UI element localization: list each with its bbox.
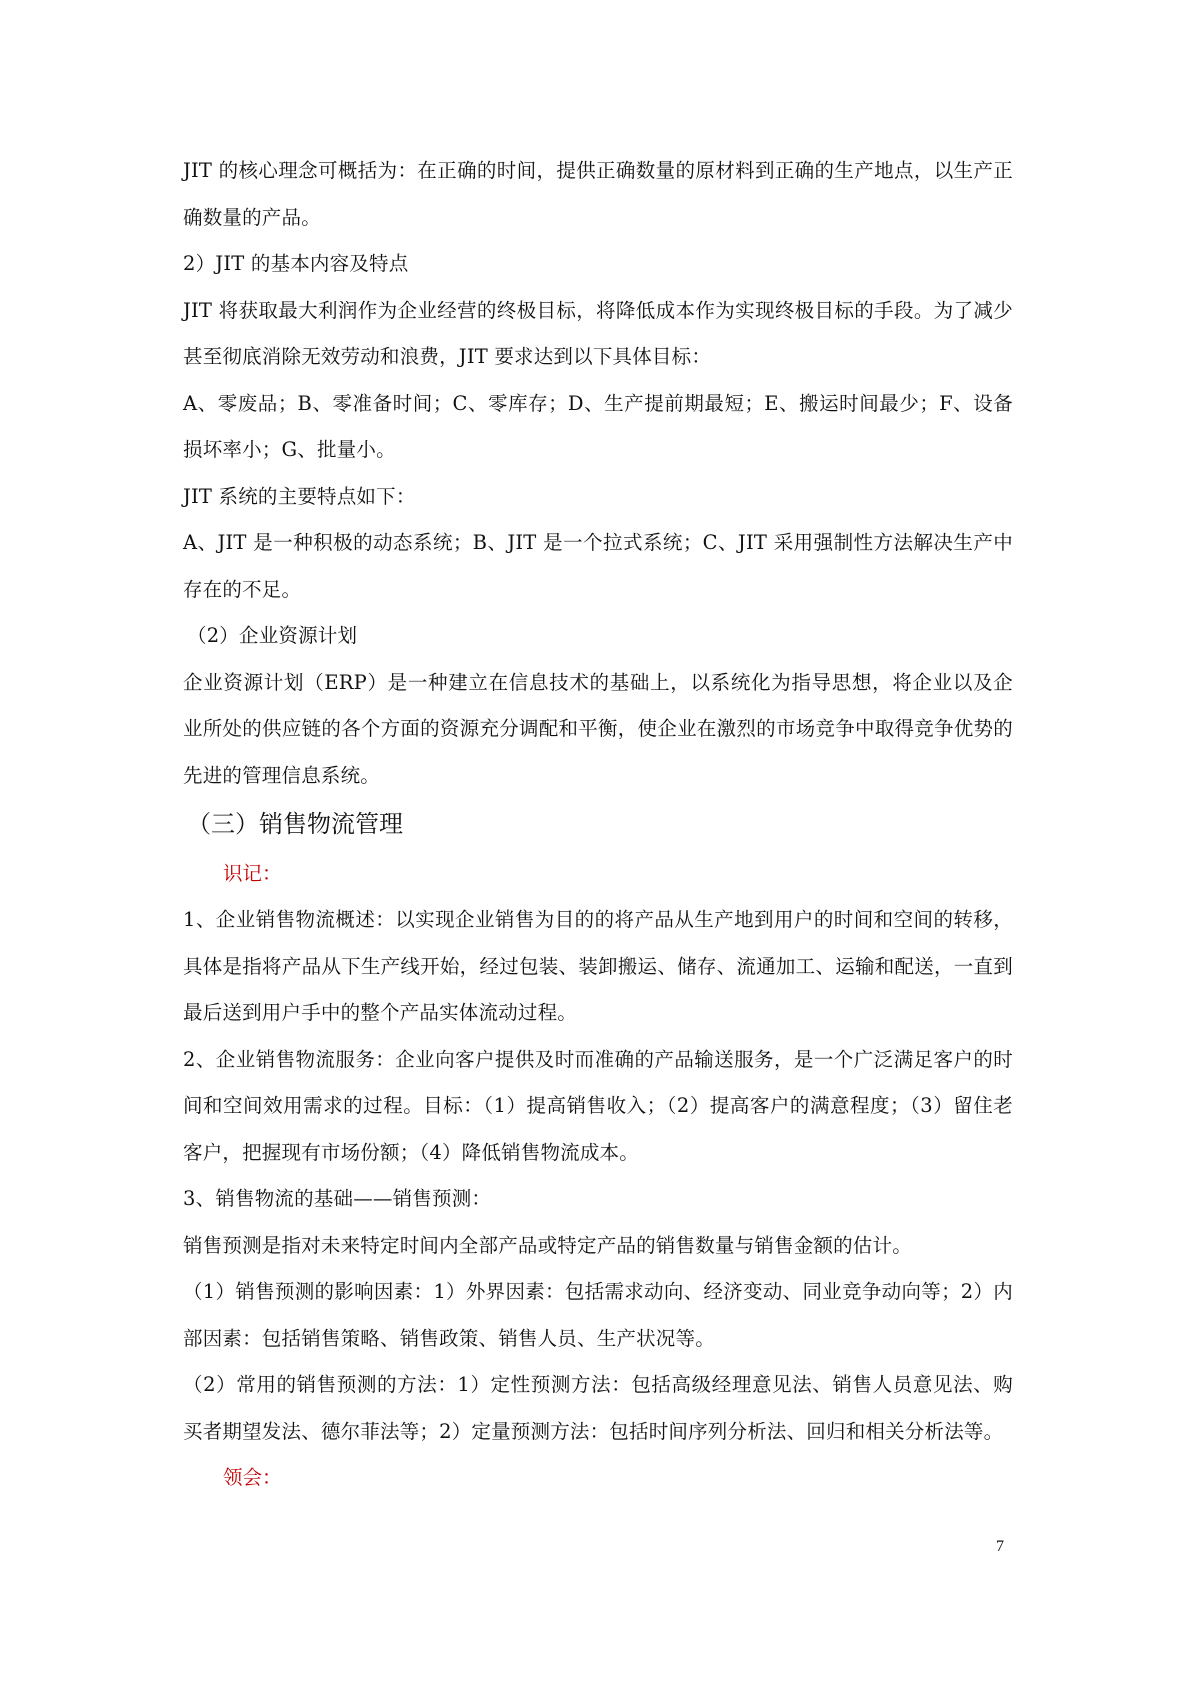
paragraph-jit-features-intro: JIT 系统的主要特点如下： bbox=[183, 484, 416, 508]
paragraph-jit-targets: A、零废品；B、零准备时间；C、零库存；D、生产提前期最短；E、搬运时间最少；F、设备损坏率小；G、批量小。 bbox=[183, 391, 1013, 461]
paragraph-jit-heading: 2）JIT 的基本内容及特点 bbox=[183, 252, 409, 275]
paragraph-erp-heading: （2）企业资源计划 bbox=[187, 624, 358, 647]
paragraph-jit-core: JIT 的核心理念可概括为：在正确的时间，提供正确数量的原材料到正确的生产地点，以生产正确数量的产品。 bbox=[183, 159, 1013, 229]
paragraph-sales-service: 2、企业销售物流服务：企业向客户提供及时而准确的产品输送服务，是一个广泛满足客户的时间和空间效用需求的过程。目标：（1）提高销售收入；（2）提高客户的满意程度；（3）留住老客户，把握现有市场份额；（4）降低销售物流成本。 bbox=[183, 1047, 1013, 1164]
paragraph-jit-features: A、JIT 是一种积极的动态系统；B、JIT 是一个拉式系统；C、JIT 采用强制性方法解决生产中存在的不足。 bbox=[183, 531, 1013, 601]
label-understand: 领会： bbox=[223, 1466, 282, 1489]
paragraph-sales-forecast-heading: 3、销售物流的基础——销售预测： bbox=[183, 1187, 492, 1210]
label-remember: 识记： bbox=[223, 862, 282, 885]
page-content bbox=[183, 148, 1013, 1501]
paragraph-erp-definition: 企业资源计划（ERP）是一种建立在信息技术的基础上，以系统化为指导思想，将企业以及企业所处的供应链的各个方面的资源充分调配和平衡，使企业在激烈的市场竞争中取得竞争优势的先进的管理信息系统。 bbox=[183, 670, 1013, 787]
paragraph-jit-goal: JIT 将获取最大利润作为企业经营的终极目标，将降低成本作为实现终极目标的手段。为了减少甚至彻底消除无效劳动和浪费，JIT 要求达到以下具体目标： bbox=[183, 298, 1013, 368]
paragraph-sales-overview: 1、企业销售物流概述：以实现企业销售为目的的将产品从生产地到用户的时间和空间的转移，具体是指将产品从下生产线开始，经过包装、装卸搬运、储存、流通加工、运输和配送，一直到最后送到用户手中的整个产品实体流动过程。 bbox=[183, 908, 1013, 1024]
section-heading-sales-logistics: （三）销售物流管理 bbox=[187, 810, 403, 838]
paragraph-forecast-factors: （1）销售预测的影响因素：1）外界因素：包括需求动向、经济变动、同业竞争动向等；2）内部因素：包括销售策略、销售政策、销售人员、生产状况等。 bbox=[183, 1280, 1013, 1350]
page-number: 7 bbox=[996, 1538, 1004, 1555]
paragraph-forecast-methods: （2）常用的销售预测的方法：1）定性预测方法：包括高级经理意见法、销售人员意见法、购买者期望发法、德尔菲法等；2）定量预测方法：包括时间序列分析法、回归和相关分析法等。 bbox=[183, 1373, 1013, 1443]
paragraph-sales-forecast-definition: 销售预测是指对未来特定时间内全部产品或特定产品的销售数量与销售金额的估计。 bbox=[183, 1233, 912, 1257]
